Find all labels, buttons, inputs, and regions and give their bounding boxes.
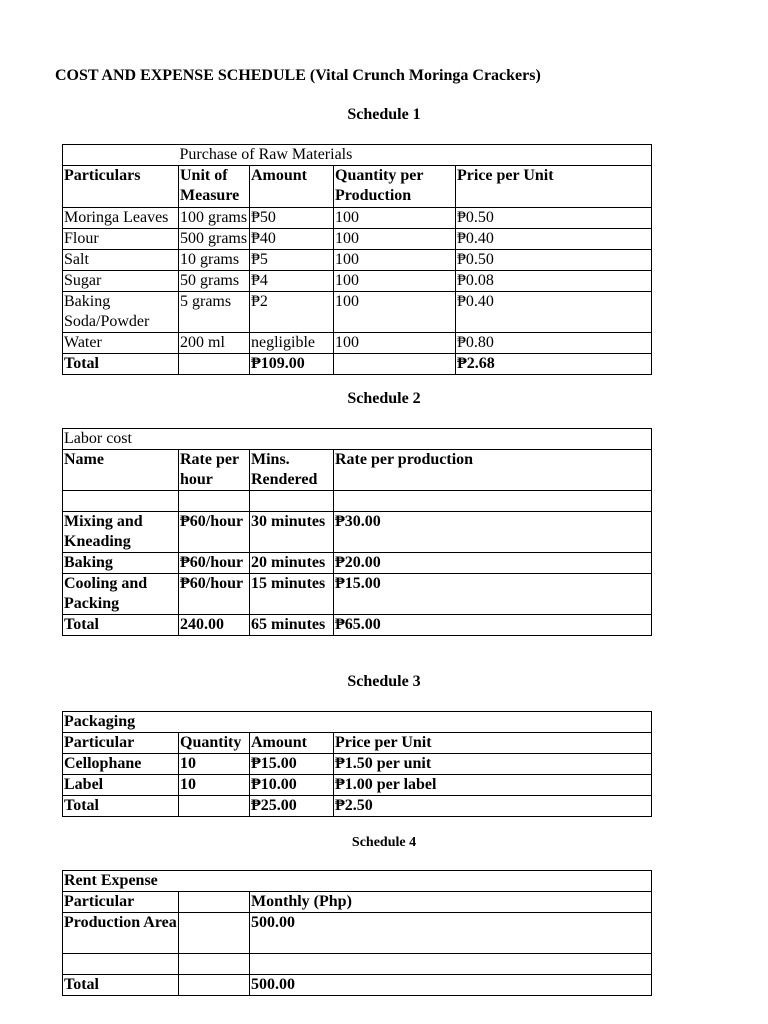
- cell: Production Area: [63, 913, 179, 954]
- column-header: Particular: [63, 892, 179, 913]
- header-row: [63, 450, 652, 491]
- table-row: [63, 553, 652, 574]
- column-header: Particulars: [63, 166, 179, 208]
- cell: 100: [334, 229, 456, 250]
- cell: Cellophane: [63, 754, 179, 775]
- cell: 100: [334, 208, 456, 229]
- cell: 50 grams: [179, 271, 250, 292]
- cell: Total: [63, 796, 179, 817]
- cell: ₱60/hour: [179, 574, 250, 615]
- table-row: [63, 775, 652, 796]
- rent-expense-table: [62, 870, 652, 996]
- cell: ₱50: [250, 208, 334, 229]
- cell: Baking Soda/Powder: [63, 292, 179, 333]
- schedule-1-title: Schedule 1: [347, 106, 421, 123]
- table-title-row: [63, 871, 652, 892]
- table-row: [63, 913, 652, 954]
- packaging-table: [62, 711, 652, 817]
- cell: ₱0.50: [456, 250, 652, 271]
- column-header: Rate per production: [334, 450, 652, 491]
- cell: Water: [63, 333, 179, 354]
- schedule-2-title: Schedule 2: [347, 390, 421, 407]
- cell: ₱109.00: [250, 354, 334, 375]
- cell: 500.00: [250, 913, 652, 954]
- cell: ₱65.00: [334, 615, 652, 636]
- cell: 500 grams: [179, 229, 250, 250]
- cell: 200 ml: [179, 333, 250, 354]
- table-row: [63, 292, 652, 333]
- table-title: Labor cost: [63, 429, 652, 450]
- cell: 15 minutes: [250, 574, 334, 615]
- column-header: Rate per hour: [179, 450, 250, 491]
- table-row: [63, 229, 652, 250]
- cell: 100: [334, 271, 456, 292]
- empty-row: [63, 491, 652, 512]
- column-header: Mins. Rendered: [250, 450, 334, 491]
- cell: ₱30.00: [334, 512, 652, 553]
- cell: 10 grams: [179, 250, 250, 271]
- cell: 10: [179, 775, 250, 796]
- cell: 5 grams: [179, 292, 250, 333]
- total-row: [63, 354, 652, 375]
- cell: ₱1.50 per unit: [334, 754, 652, 775]
- cell: Sugar: [63, 271, 179, 292]
- total-row: [63, 615, 652, 636]
- cell: 100: [334, 333, 456, 354]
- table-title: Rent Expense: [63, 871, 652, 892]
- cell: ₱5: [250, 250, 334, 271]
- column-header: Price per Unit: [334, 733, 652, 754]
- column-header: Name: [63, 450, 179, 491]
- cell: [179, 796, 250, 817]
- schedule-4-title: Schedule 4: [351, 835, 417, 850]
- table-title: Packaging: [63, 712, 652, 733]
- cell: ₱2.50: [334, 796, 652, 817]
- table-title-row: [63, 712, 652, 733]
- cell: Flour: [63, 229, 179, 250]
- column-header: Quantity: [179, 733, 250, 754]
- cell: 500.00: [250, 975, 652, 996]
- cell: Baking: [63, 553, 179, 574]
- cell: Salt: [63, 250, 179, 271]
- cell: Label: [63, 775, 179, 796]
- cell: 100 grams: [179, 208, 250, 229]
- table-row: [63, 250, 652, 271]
- table-row: [63, 208, 652, 229]
- cell: [179, 913, 250, 954]
- cell: Mixing and Kneading: [63, 512, 179, 553]
- cell: ₱4: [250, 271, 334, 292]
- table-row: [63, 271, 652, 292]
- empty-row: [63, 954, 652, 975]
- raw-materials-table: [62, 144, 652, 375]
- cell: ₱25.00: [250, 796, 334, 817]
- table-row: [63, 754, 652, 775]
- total-row: [63, 796, 652, 817]
- cell: 10: [179, 754, 250, 775]
- header-row: [63, 892, 652, 913]
- cell: ₱20.00: [334, 553, 652, 574]
- table-title-row: [63, 145, 652, 166]
- column-header: Unit of Measure: [179, 166, 250, 208]
- cell: 65 minutes: [250, 615, 334, 636]
- cell: ₱1.00 per label: [334, 775, 652, 796]
- cell: 100: [334, 250, 456, 271]
- column-header: Monthly (Php): [250, 892, 652, 913]
- cell: ₱40: [250, 229, 334, 250]
- cell: 30 minutes: [250, 512, 334, 553]
- cell: ₱60/hour: [179, 512, 250, 553]
- cell: ₱0.40: [456, 292, 652, 333]
- cell: [334, 354, 456, 375]
- cell: ₱2: [250, 292, 334, 333]
- column-header: Amount: [250, 166, 334, 208]
- total-row: [63, 975, 652, 996]
- table-row: [63, 574, 652, 615]
- header-row: [63, 166, 652, 208]
- column-header: Quantity per Production: [334, 166, 456, 208]
- cell: ₱0.08: [456, 271, 652, 292]
- cell: ₱10.00: [250, 775, 334, 796]
- cell: negligible: [250, 333, 334, 354]
- cell: 100: [334, 292, 456, 333]
- header-row: [63, 733, 652, 754]
- table-title-row: [63, 429, 652, 450]
- table-title: Purchase of Raw Materials: [179, 145, 652, 166]
- column-header: Amount: [250, 733, 334, 754]
- cell: ₱0.40: [456, 229, 652, 250]
- column-header: Price per Unit: [456, 166, 652, 208]
- cell: Cooling and Packing: [63, 574, 179, 615]
- cell: Total: [63, 615, 179, 636]
- cell: ₱15.00: [334, 574, 652, 615]
- cell: Moringa Leaves: [63, 208, 179, 229]
- column-header: [179, 892, 250, 913]
- cell: [179, 975, 250, 996]
- cell: ₱2.68: [456, 354, 652, 375]
- cell: 240.00: [179, 615, 250, 636]
- cell: Total: [63, 975, 179, 996]
- column-header: Particular: [63, 733, 179, 754]
- cell: ₱15.00: [250, 754, 334, 775]
- cell: ₱0.80: [456, 333, 652, 354]
- cell: Total: [63, 354, 179, 375]
- table-row: [63, 512, 652, 553]
- table-row: [63, 333, 652, 354]
- cell: ₱60/hour: [179, 553, 250, 574]
- document-title: COST AND EXPENSE SCHEDULE (Vital Crunch Moringa Crackers): [55, 67, 541, 84]
- labor-cost-table: [62, 428, 652, 636]
- schedule-3-title: Schedule 3: [347, 673, 421, 690]
- cell: 20 minutes: [250, 553, 334, 574]
- cell: ₱0.50: [456, 208, 652, 229]
- cell: [179, 354, 250, 375]
